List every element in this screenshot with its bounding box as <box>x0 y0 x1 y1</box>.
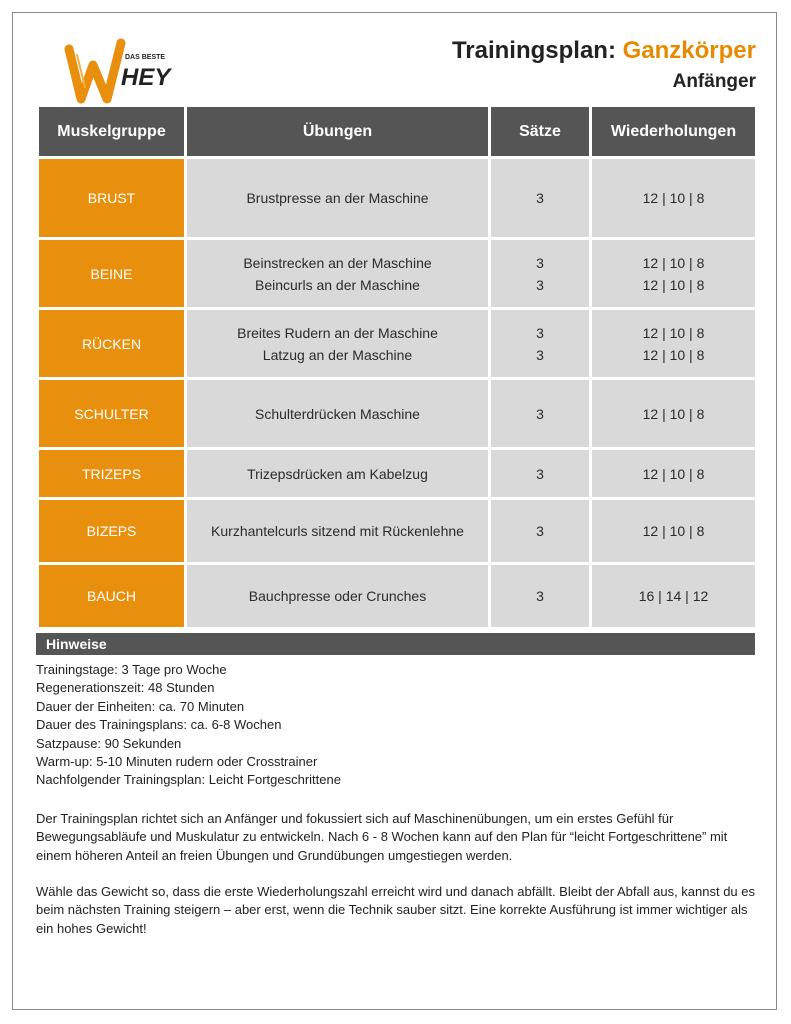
sets-value: 3 <box>536 588 544 604</box>
logo-tagline: DAS BESTE <box>125 54 166 61</box>
reps-value: 12 | 10 | 8 <box>642 405 705 422</box>
sets-cell <box>491 240 589 307</box>
sets-cell <box>491 380 589 447</box>
note-item: Satzpause: 90 Sekunden <box>36 735 182 751</box>
exercise-name: Schulterdrücken Maschine <box>255 405 420 422</box>
sets-value: 3 <box>536 190 544 206</box>
exercise-cell <box>187 159 488 237</box>
exercise-name: Bauchpresse oder Crunches <box>248 588 427 604</box>
table-row <box>39 240 755 307</box>
muscle-group-cell: SCHULTER <box>39 380 184 447</box>
notes-paragraph-intro: Der Trainingsplan richtet sich an Anfänger und fokussiert sich auf Maschinenübungen, um ein erstes Gefühl für Bewegungsabläufe und Muskulatur zu entwickeln. Nach 6 - 8 Wochen kann auf den Plan für “leicht Fortgeschrittene” mit einem höheren Anteil an freien Übungen und Grundübungen umgestiegen werden. <box>36 810 728 863</box>
table-header-row <box>39 107 755 156</box>
table-row <box>39 159 755 237</box>
sets-cell <box>491 450 589 497</box>
reps-value: 12 | 10 | 8 <box>642 465 705 482</box>
muscle-group-cell: BAUCH <box>39 565 184 627</box>
exercise-name: Trizepsdrücken am Kabelzug <box>247 465 428 482</box>
table-row <box>39 565 755 627</box>
note-item: Dauer des Trainingsplans: ca. 6-8 Wochen <box>36 717 282 733</box>
header-uebungen: Übungen <box>187 107 488 156</box>
table-row <box>39 450 755 497</box>
reps-cell <box>592 450 755 497</box>
whey-logo <box>63 35 183 110</box>
page-subtitle: Anfänger <box>672 71 756 92</box>
logo-word: HEY <box>121 64 171 91</box>
notes-heading: Hinweise <box>36 633 755 655</box>
sets-value: 3 <box>536 324 544 341</box>
reps-cell <box>592 159 755 237</box>
note-item: Warm-up: 5-10 Minuten rudern oder Crosstrainer <box>36 754 318 770</box>
title-accent: Ganzkörper <box>622 37 756 64</box>
note-item: Nachfolgender Trainingsplan: Leicht Fortgeschrittene <box>36 772 341 788</box>
reps-value: 16 | 14 | 12 <box>638 588 709 604</box>
header-wiederholungen: Wiederholungen <box>592 107 755 156</box>
reps-cell <box>592 500 755 562</box>
table-row <box>39 380 755 447</box>
training-table <box>36 104 758 630</box>
sets-cell <box>491 500 589 562</box>
sets-cell <box>491 310 589 377</box>
note-item: Dauer der Einheiten: ca. 70 Minuten <box>36 698 245 714</box>
sets-value: 3 <box>536 254 544 271</box>
exercise-name: Breites Rudern an der Maschine <box>237 324 438 341</box>
exercise-cell <box>187 565 488 627</box>
note-item: Regenerationszeit: 48 Stunden <box>36 680 215 696</box>
reps-value: 12 | 10 | 8 <box>642 254 705 271</box>
reps-value: 12 | 10 | 8 <box>642 276 705 293</box>
reps-value: 12 | 10 | 8 <box>642 190 705 206</box>
notes-section <box>36 661 761 938</box>
exercise-cell <box>187 450 488 497</box>
sets-value: 3 <box>536 346 544 363</box>
table-row <box>39 500 755 562</box>
notes-paragraph-weight: Wähle das Gewicht so, dass die erste Wiederholungszahl erreicht wird und danach abfällt. Bleibt der Abfall aus, kannst du es beim nächsten Training steigern – aber erst, wenn die Technik sauber sitzt. Eine korrekte Ausführung ist immer wichtiger als ein hohes Gewicht! <box>36 884 756 936</box>
exercise-name: Beincurls an der Maschine <box>255 276 420 293</box>
sets-value: 3 <box>536 465 544 482</box>
muscle-group-cell: TRIZEPS <box>39 450 184 497</box>
reps-cell <box>592 240 755 307</box>
reps-value: 12 | 10 | 8 <box>642 346 705 363</box>
note-item: Trainingstage: 3 Tage pro Woche <box>36 662 227 677</box>
page-title <box>452 35 756 67</box>
muscle-group-cell: BRUST <box>39 159 184 237</box>
reps-value: 12 | 10 | 8 <box>642 523 705 539</box>
title-block <box>452 35 756 95</box>
sets-cell <box>491 565 589 627</box>
muscle-group-cell: RÜCKEN <box>39 310 184 377</box>
sets-value: 3 <box>536 523 544 539</box>
reps-cell <box>592 380 755 447</box>
muscle-group-cell: BIZEPS <box>39 500 184 562</box>
header-muskelgruppe: Muskelgruppe <box>39 107 184 156</box>
exercise-cell <box>187 380 488 447</box>
sets-value: 3 <box>536 405 544 422</box>
exercise-cell <box>187 310 488 377</box>
exercise-name: Latzug an der Maschine <box>262 346 413 363</box>
logo-w-icon <box>63 35 183 110</box>
document-page <box>12 12 777 1010</box>
header-saetze: Sätze <box>491 107 589 156</box>
exercise-cell <box>187 240 488 307</box>
muscle-group-cell: BEINE <box>39 240 184 307</box>
exercise-name: Brustpresse an der Maschine <box>246 190 429 206</box>
sets-value: 3 <box>536 276 544 293</box>
sets-cell <box>491 159 589 237</box>
exercise-cell <box>187 500 488 562</box>
exercise-name: Beinstrecken an der Maschine <box>243 254 432 271</box>
exercise-name: Kurzhantelcurls sitzend mit Rückenlehne <box>211 523 464 539</box>
reps-cell <box>592 310 755 377</box>
table-row <box>39 310 755 377</box>
title-prefix: Trainingsplan: <box>451 37 623 64</box>
reps-cell <box>592 565 755 627</box>
reps-value: 12 | 10 | 8 <box>642 324 705 341</box>
